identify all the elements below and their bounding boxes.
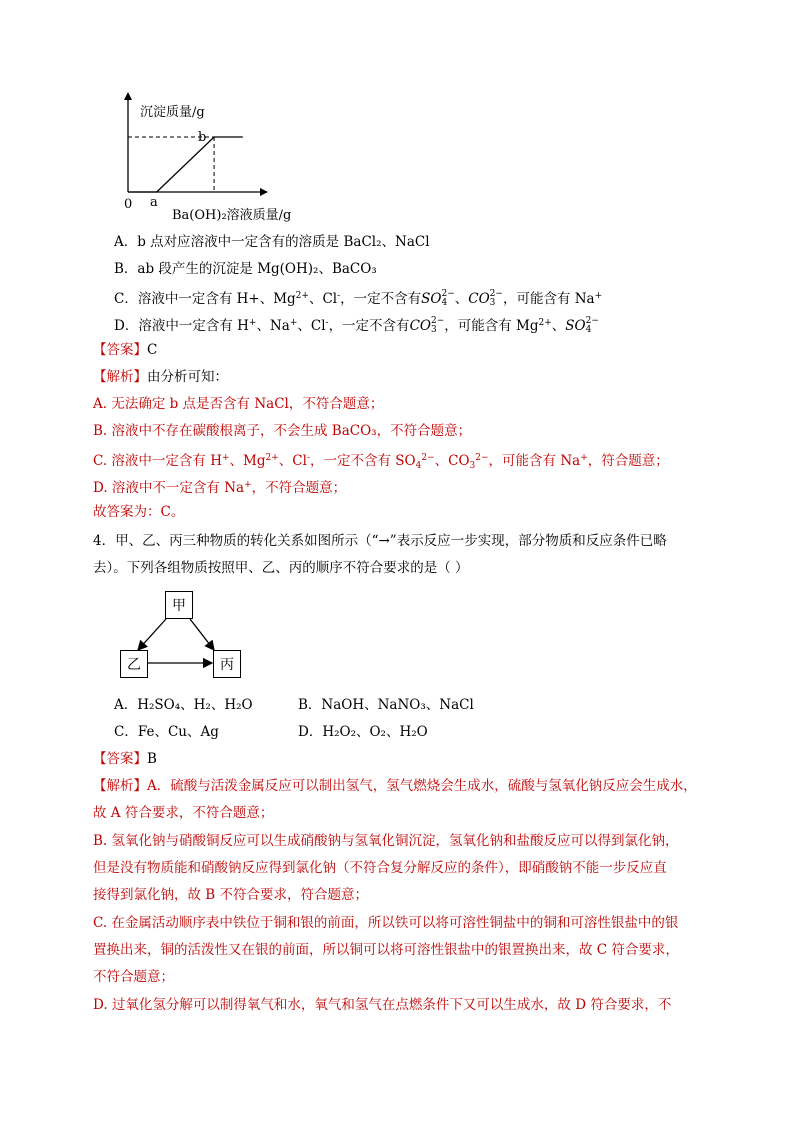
q4-option-d: D．H₂O₂、O₂、H₂O (298, 724, 428, 740)
q4-explain-b-line2: 但是没有物质能和硝酸钠反应得到氯化钠（不符合复分解反应的条件），即硝酸钠不能一步反应直 (93, 860, 667, 876)
q3-option-d: D．溶液中一定含有 H+、Na+、Cl-，一定不含有CO 2− 3 ，可能含有 $Mg^{2+}$、SO 2− 4 (114, 316, 599, 335)
box-jia: 甲 (165, 591, 193, 619)
q4-explain-b-line1: B. 氢氧化钠与硝酸铜反应可以生成硝酸钠与氢氧化铜沉淀，氢氧化钠和盐酸反应可以得到氯化钠， (93, 833, 679, 849)
q4-explain-c-line2: 置换出来，铜的活泼性又在银的前面，所以铜可以将可溶性银盐中的银置换出来，故 C 符合要求， (93, 942, 679, 958)
q3-option-a: A．b 点对应溶液中一定含有的溶质是 BaCl₂、NaCl (114, 234, 430, 250)
q3-analysis-intro: 【解析】由分析可知： (93, 369, 228, 385)
chart-x-label: Ba(OH)₂溶液质量/g (172, 208, 292, 223)
box-bing: 丙 (213, 650, 241, 678)
q3-conclusion: 故答案为：C。 (93, 504, 185, 520)
q3-option-c: C．溶液中一定含有 H+、$Mg^{2+}$、Cl-，一定不含有SO 2− 4 、CO 2− 3 ，可能含有 Na+ (114, 289, 603, 308)
q4-explain-c-line3: 不符合题意； (93, 969, 174, 985)
q4-explain-a-line2: 故 A 符合要求，不符合题意； (93, 805, 274, 821)
q4-stem-line2: 去）。下列各组物质按照甲、乙、丙的顺序不符合要求的是（ ） (93, 560, 469, 576)
q3-option-b: B．ab 段产生的沉淀是 Mg(OH)₂、BaCO₃ (114, 261, 377, 277)
q3-explain-c: C. 溶液中一定含有 H+、$Mg^{2+}$、Cl-，一定不含有 $SO_4^{2-}$、$CO_3^{2-}$，可能含有 Na+，符合题意； (93, 453, 669, 471)
chart-y-label: 沉淀质量/g (140, 105, 205, 120)
q3-explain-a: A. 无法确定 b 点是否含有 NaCl，不符合题意； (93, 396, 384, 412)
q3-answer: 【答案】C (93, 342, 158, 358)
q4-option-a: A．H₂SO₄、H₂、H₂O (114, 697, 253, 713)
arrow-jia-to-bing (190, 619, 214, 650)
q4-explain-a-line1: 【解析】A．硫酸与活泼金属反应可以制出氢气，氢气燃烧会生成水，硫酸与氢氧化钠反应会生成水， (93, 778, 697, 794)
q4-explain-d-line1: D. 过氧化氢分解可以制得氧气和水，氧气和氢气在点燃条件下又可以生成水，故 D 符合要求，不 (93, 997, 672, 1013)
q4-option-c: C．Fe、Cu、Ag (114, 724, 219, 740)
q3-explain-d: D. 溶液中不一定含有 Na+，不符合题意； (93, 480, 347, 496)
box-yi: 乙 (120, 650, 148, 678)
q3-explain-b: B. 溶液中不存在碳酸根离子，不会生成 BaCO₃，不符合题意； (93, 423, 472, 439)
q4-option-b: B．NaOH、NaNO₃、NaCl (298, 697, 474, 713)
chart-origin-label: 0 (124, 197, 133, 212)
chart-point-b-label: b (198, 130, 207, 145)
q4-explain-c-line1: C. 在金属活动顺序表中铁位于铜和银的前面，所以铁可以将可溶性铜盐中的铜和可溶性银盐中的银 (93, 915, 679, 931)
q4-answer: 【答案】B (93, 751, 157, 767)
q4-explain-b-line3: 接得到氯化钠，故 B 不符合要求，符合题意； (93, 887, 369, 903)
q4-stem-line1: 4．甲、乙、丙三种物质的转化关系如图所示（“→”表示反应一步实现，部分物质和反应条件已略 (93, 533, 667, 549)
arrow-jia-to-yi (138, 619, 166, 650)
chart-point-a-label: a (150, 195, 158, 210)
